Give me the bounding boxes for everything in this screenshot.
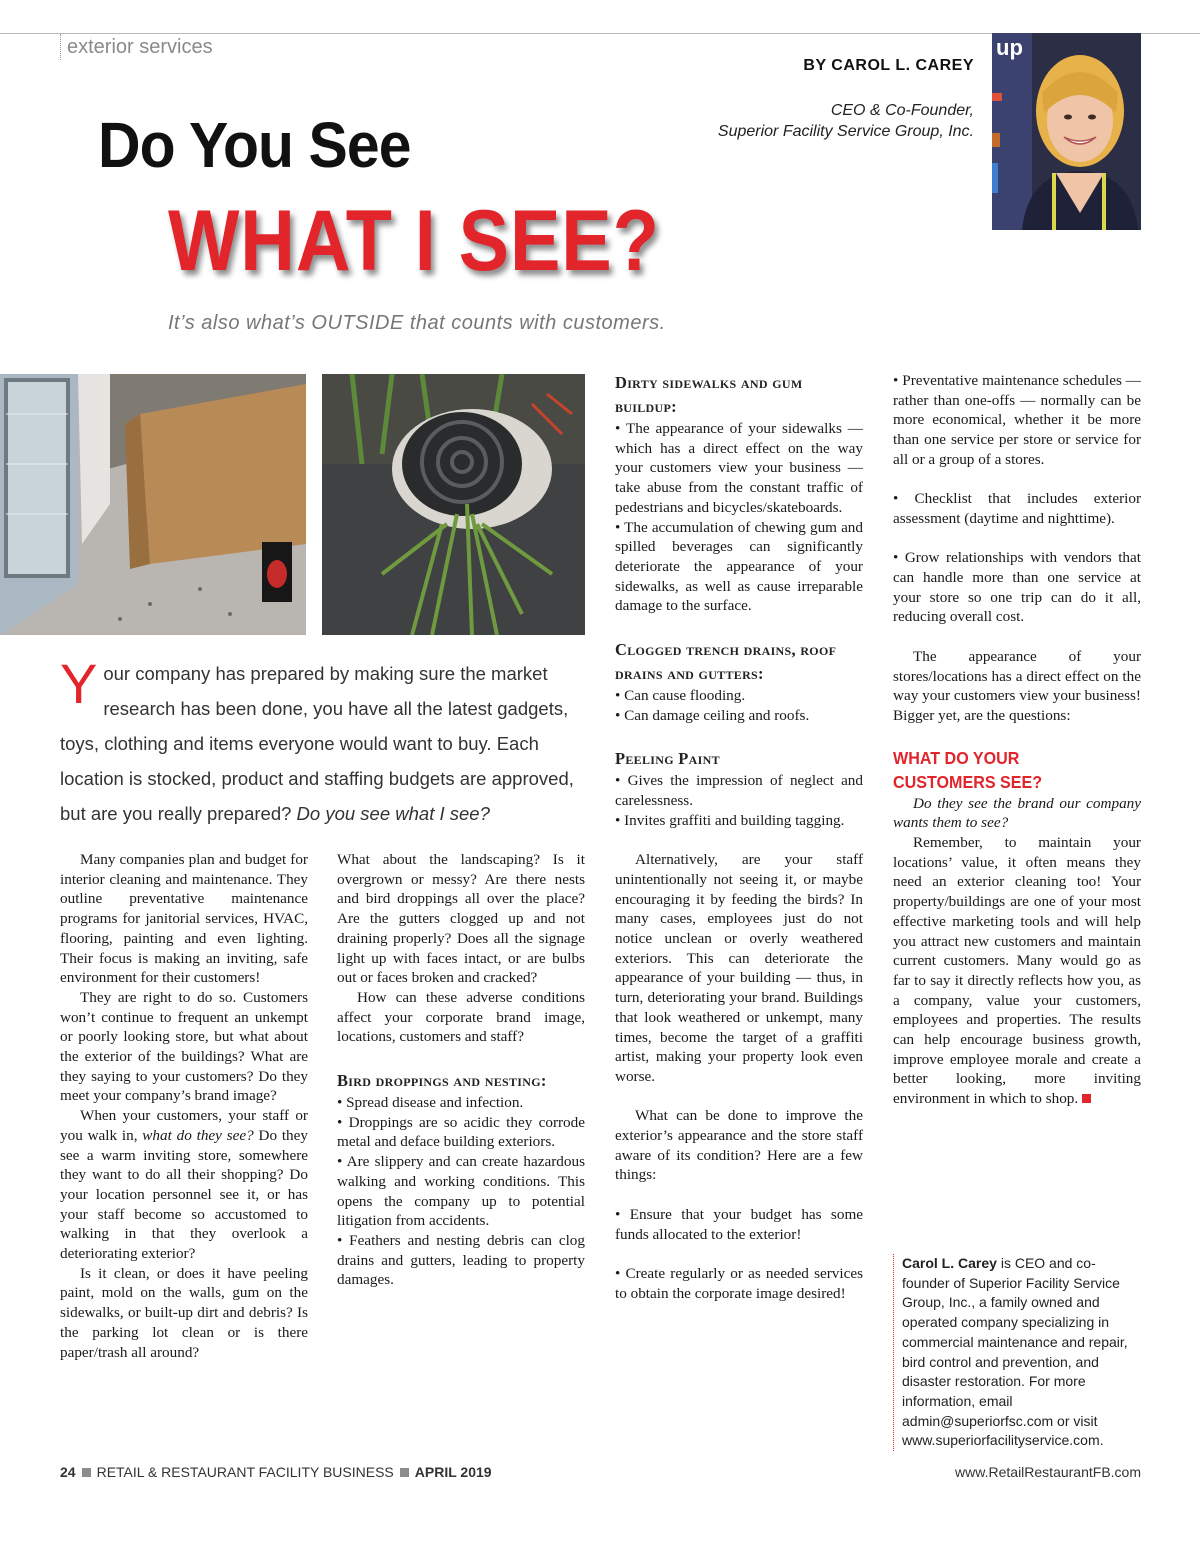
paragraph: Many companies plan and budget for interior cleaning and maintenance. They outline preventative maintenance programs for janitorial services, HVAC, flooring, painting and even lighting. Their focus is making an inviting, safe environment for their customers! — [60, 851, 308, 987]
bullet-item: • The accumulation of chewing gum and spilled beverages can significantly deteriorate the appearance of your sidewalks, as well as cause irreparable damage to the surface. — [615, 518, 863, 615]
bullet-item: • Create regularly or as needed services to obtain the corporate image desired! — [615, 1264, 863, 1302]
footer-website[interactable]: www.RetailRestaurantFB.com — [955, 1464, 1141, 1480]
subheadline: It’s also what’s OUTSIDE that counts with customers. — [168, 312, 666, 334]
author-bio — [893, 1254, 1143, 1451]
bullet-item: • Checklist that includes exterior assessment (daytime and nighttime). — [893, 490, 1141, 527]
separator-square-icon — [400, 1468, 409, 1477]
paragraph: The appearance of your stores/locations has a direct effect on the way your customers view your business! Bigger yet, are the questions: — [893, 647, 1141, 724]
drop-cap: Y — [60, 652, 98, 715]
subsection-heading: Clogged trench drains, roof drains and gutters: — [615, 640, 837, 684]
bullet-item: • Invites graffiti and building tagging. — [615, 811, 845, 829]
body-column-4 — [893, 371, 1141, 1109]
storefront-photo — [0, 374, 306, 635]
headline-line-2: WHAT I SEE? — [168, 193, 660, 289]
bullet-item: • Gives the impression of neglect and carelessness. — [615, 772, 863, 810]
end-mark-icon — [1082, 1094, 1091, 1103]
paragraph: Do they see the brand our company wants them to see? — [893, 794, 1141, 832]
clogged-drain-photo — [322, 374, 585, 635]
bullet-item: • Are slippery and can create hazardous walking and working conditions. This opens the company up to potential litigation from accidents. — [337, 1153, 585, 1230]
author-role: CEO & Co-Founder, — [830, 102, 974, 119]
subsection-heading: Bird droppings and nesting: — [337, 1071, 547, 1091]
bullet-item: • Preventative maintenance schedules — rather than one-offs — normally can be more economical, whether it be more than one service per store or service for all or a group of a stores. — [893, 372, 1141, 468]
subsection-heading: Peeling Paint — [615, 749, 720, 769]
paragraph: When your customers, your staff or you walk in, what do they see? Do they see a warm inviting store, somewhere they want to do all their shopping? Do your location personnel see it, or has your staff become so accustomed to walking in that they overlook a deteriorating exterior? — [60, 1107, 308, 1263]
body-column-1 — [60, 850, 308, 1362]
bullet-item: • Spread disease and infection. — [337, 1094, 524, 1112]
intro-text: our company has prepared by making sure the market research has been done, you have all the latest gadgets, toys, clothing and items everyone would want to buy. Each location is stocked, product and staffing budgets are approved, but are you really prepared? — [60, 663, 574, 824]
body-column-3 — [615, 371, 863, 1303]
subsection-heading: Dirty sidewalks and gum buildup: — [615, 373, 803, 416]
banner-text: up — [996, 35, 1023, 60]
bullet-item: • Feathers and nesting debris can clog drains and gutters, leading to property damages. — [337, 1231, 585, 1289]
paragraph: What about the landscaping? Is it overgrown or messy? Are there nests and bird droppings all over the place? Are the gutters clogged up and not draining properly? Does all the signage light up with faces intact, or are bulbs out or faces broken and cracked? — [337, 851, 585, 987]
bio-text: is CEO and co-founder of Superior Facility Service Group, Inc., a family owned and operated company specializing in commercial maintenance and repair, bird control and prevention, and disaster restoration. For more information, email admin@superiorfsc.com or visit www.superiorfacilityservice.com. — [902, 1255, 1128, 1449]
bullet-item: • Ensure that your budget has some funds allocated to the exterior! — [615, 1205, 863, 1243]
paragraph: Remember, to maintain your locations’ value, it often means they need an exterior cleaning too! Your property/buildings are one of your most effective marketing tools and will help you attract new customers and maintain current customers. Many would go as far to say it directly reflects how you, as a company, value your customers, employees and properties. The results can help encourage business growth, improve employee morale and create a better looking, more inviting environment in which to shop. — [893, 834, 1141, 1108]
paragraph: Alternatively, are your staff unintentionally not seeing it, or maybe encouraging it by feeding the birds? In many cases, employees just do not notice unclean or overly weathered exteriors. This can deteriorate the appearance of your building — thus, in turn, deteriorating your brand. Buildings that look weathered or unkempt, many times, become the target of a graffiti artist, making your property look even worse. — [615, 851, 863, 1085]
paragraph: What can be done to improve the exterior’s appearance and the store staff aware of its condition? Here are a few things: — [615, 1107, 863, 1184]
intro-paragraph — [60, 652, 585, 831]
byline: BY CAROL L. CAREY — [803, 57, 974, 74]
bullet-item: • Can cause flooding. — [615, 687, 746, 705]
paragraph: How can these adverse conditions affect your corporate brand image, locations, customers and staff? — [337, 988, 585, 1046]
bullet-item: • Grow relationships with vendors that can handle more than one service at your store so one trip can do it all, reducing overall cost. — [893, 549, 1141, 626]
section-heading: WHAT DO YOUR CUSTOMERS SEE? — [893, 747, 1043, 792]
separator-square-icon — [82, 1468, 91, 1477]
bullet-item: • The appearance of your sidewalks — which has a direct effect on the way your customers view your business — take abuse from the constant traffic of pedestrians and bicycles/skateboards. — [615, 420, 863, 516]
page-number: 24 — [60, 1464, 76, 1480]
intro-italic: Do you see what I see? — [296, 803, 490, 824]
body-column-2 — [337, 850, 585, 1290]
section-label: exterior services — [60, 34, 213, 60]
bio-name: Carol L. Carey — [902, 1255, 997, 1271]
author-title — [718, 100, 974, 142]
author-company: Superior Facility Service Group, Inc. — [717, 123, 974, 140]
author-photo — [992, 33, 1141, 230]
footer-folio — [60, 1464, 492, 1480]
publication-name: RETAIL & RESTAURANT FACILITY BUSINESS — [96, 1464, 394, 1480]
bullet-item: • Droppings are so acidic they corrode metal and deface building exteriors. — [337, 1113, 585, 1151]
headline-line-1: Do You See — [98, 109, 411, 181]
bullet-item: • Can damage ceiling and roofs. — [615, 706, 810, 724]
paragraph: They are right to do so. Customers won’t continue to frequent an unkempt or poorly looking store, but what about the exterior of the buildings? What are they saying to your customers? Do they meet your company’s brand image? — [60, 988, 308, 1105]
paragraph: Is it clean, or does it have peeling paint, mold on the walls, gum on the sidewalks, or built-up dirt and debris? Is the parking lot clean or is there paper/trash all around? — [60, 1264, 308, 1361]
issue-date: APRIL 2019 — [414, 1464, 492, 1480]
